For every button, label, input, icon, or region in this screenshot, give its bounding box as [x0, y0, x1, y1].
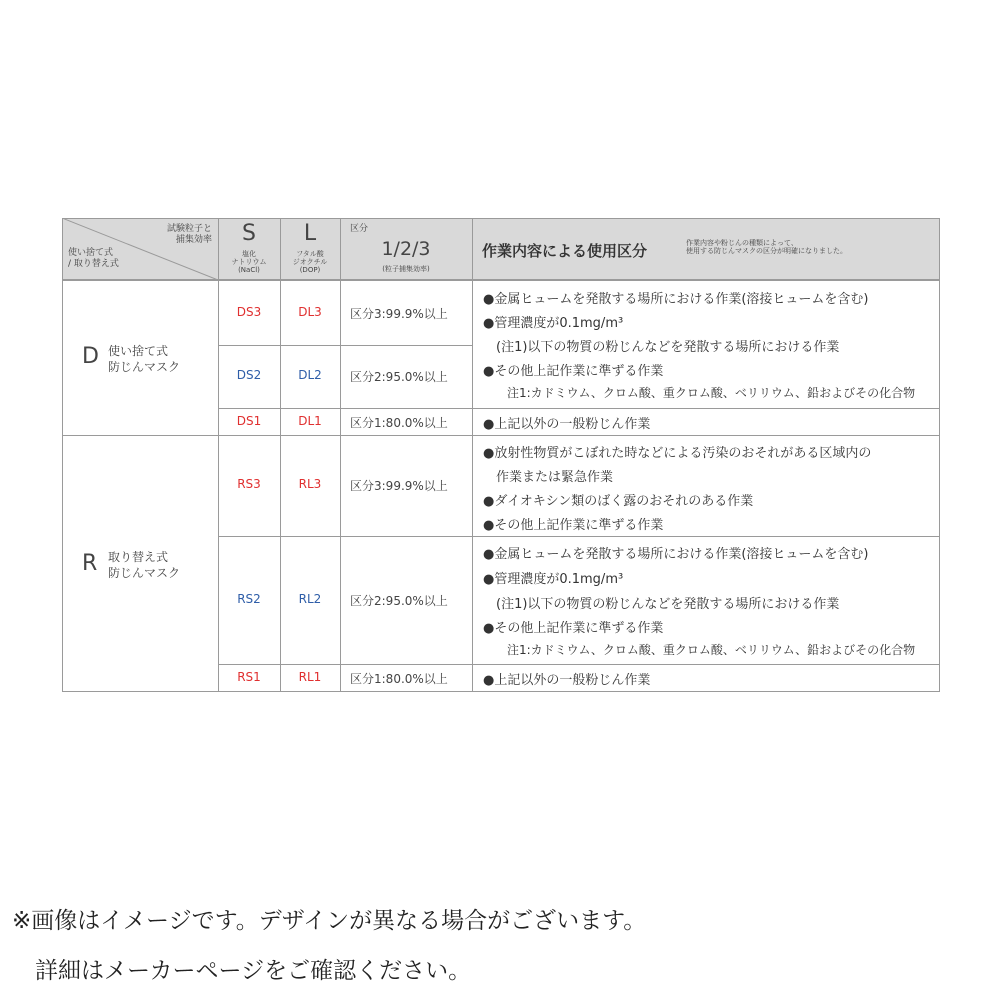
usage-d32-line3: (注1)以下の物質の粉じんなどを発散する場所における作業	[483, 340, 840, 355]
code-dl2: DL2	[298, 368, 322, 382]
usage-r2-line1: ●金属ヒュームを発散する場所における作業(溶接ヒュームを含む)	[483, 547, 869, 562]
class-header-sub: (粒子捕集効率)	[382, 265, 430, 273]
usage-r1-line1: ●上記以外の一般粉じん作業	[483, 673, 651, 688]
group-label-d: 使い捨て式 防じんマスク	[108, 344, 181, 374]
usage-d32-line5: 注1:カドミウム、クロム酸、重クロム酸、ベリリウム、鉛およびその化合物	[483, 386, 916, 400]
code-ds3: DS3	[236, 305, 262, 319]
code-rs3: RS3	[237, 477, 261, 491]
code-dl3: DL3	[298, 305, 322, 319]
code-rl2: RL2	[298, 592, 322, 606]
code-ds2: DS2	[236, 368, 262, 382]
l-header-letter: L	[303, 221, 317, 246]
class-header-big: 1/2/3	[381, 238, 431, 260]
usage-r3-line2: 作業または緊急作業	[483, 470, 614, 485]
class-ds3: 区分3:99.9%以上	[350, 307, 448, 321]
usage-d32-line4: ●その他上記作業に準ずる作業	[483, 364, 664, 379]
usage-r3-line1: ●放射性物質がこぼれた時などによる汚染のおそれがある区域内の	[483, 446, 872, 461]
usage-r2-line4: ●その他上記作業に準ずる作業	[483, 621, 664, 636]
code-ds1: DS1	[236, 414, 262, 428]
l-header-sub: フタル酸 ジオクチル (DOP)	[292, 250, 328, 274]
s-header-sub: 塩化 ナトリウム (NaCl)	[231, 250, 267, 274]
footer-note-line2: 詳細はメーカーページをご確認ください。	[12, 958, 472, 984]
group-letter-d: D	[82, 344, 99, 369]
usage-r2-line3: (注1)以下の物質の粉じんなどを発散する場所における作業	[483, 597, 840, 612]
group-letter-r: R	[82, 551, 98, 576]
class-rs1: 区分1:80.0%以上	[350, 672, 448, 686]
usage-d1-line1: ●上記以外の一般粉じん作業	[483, 417, 651, 432]
usage-header-title: 作業内容による使用区分	[482, 242, 648, 260]
usage-r3-line3: ●ダイオキシン類のばく露のおそれのある作業	[483, 494, 754, 509]
code-rs2: RS2	[237, 592, 261, 606]
class-rs3: 区分3:99.9%以上	[350, 479, 448, 493]
usage-r2-line2: ●管理濃度が0.1mg/m³	[483, 572, 624, 587]
code-dl1: DL1	[298, 414, 322, 428]
class-header-label: 区分	[350, 224, 369, 234]
usage-d32-line1: ●金属ヒュームを発散する場所における作業(溶接ヒュームを含む)	[483, 292, 869, 307]
code-rl1: RL1	[298, 670, 322, 684]
class-ds1: 区分1:80.0%以上	[350, 416, 448, 430]
usage-d32-line2: ●管理濃度が0.1mg/m³	[483, 316, 624, 331]
corner-top-label: 試験粒子と 捕集効率	[166, 224, 212, 245]
usage-header-note: 作業内容や粉じんの種類によって、 使用する防じんマスクの区分が明確になりました。	[686, 239, 847, 255]
mask-classification-table	[62, 218, 940, 692]
usage-r3-line4: ●その他上記作業に準ずる作業	[483, 518, 664, 533]
class-ds2: 区分2:95.0%以上	[350, 370, 448, 384]
code-rs1: RS1	[237, 670, 261, 684]
usage-r2-line5: 注1:カドミウム、クロム酸、重クロム酸、ベリリウム、鉛およびその化合物	[483, 643, 916, 657]
corner-bottom-label: 使い捨て式 / 取り替え式	[68, 248, 119, 269]
s-header-letter: S	[242, 221, 256, 246]
footer-note-line1: ※画像はイメージです。デザインが異なる場合がございます。	[12, 908, 647, 934]
class-rs2: 区分2:95.0%以上	[350, 594, 448, 608]
group-label-r: 取り替え式 防じんマスク	[108, 550, 181, 580]
code-rl3: RL3	[298, 477, 322, 491]
